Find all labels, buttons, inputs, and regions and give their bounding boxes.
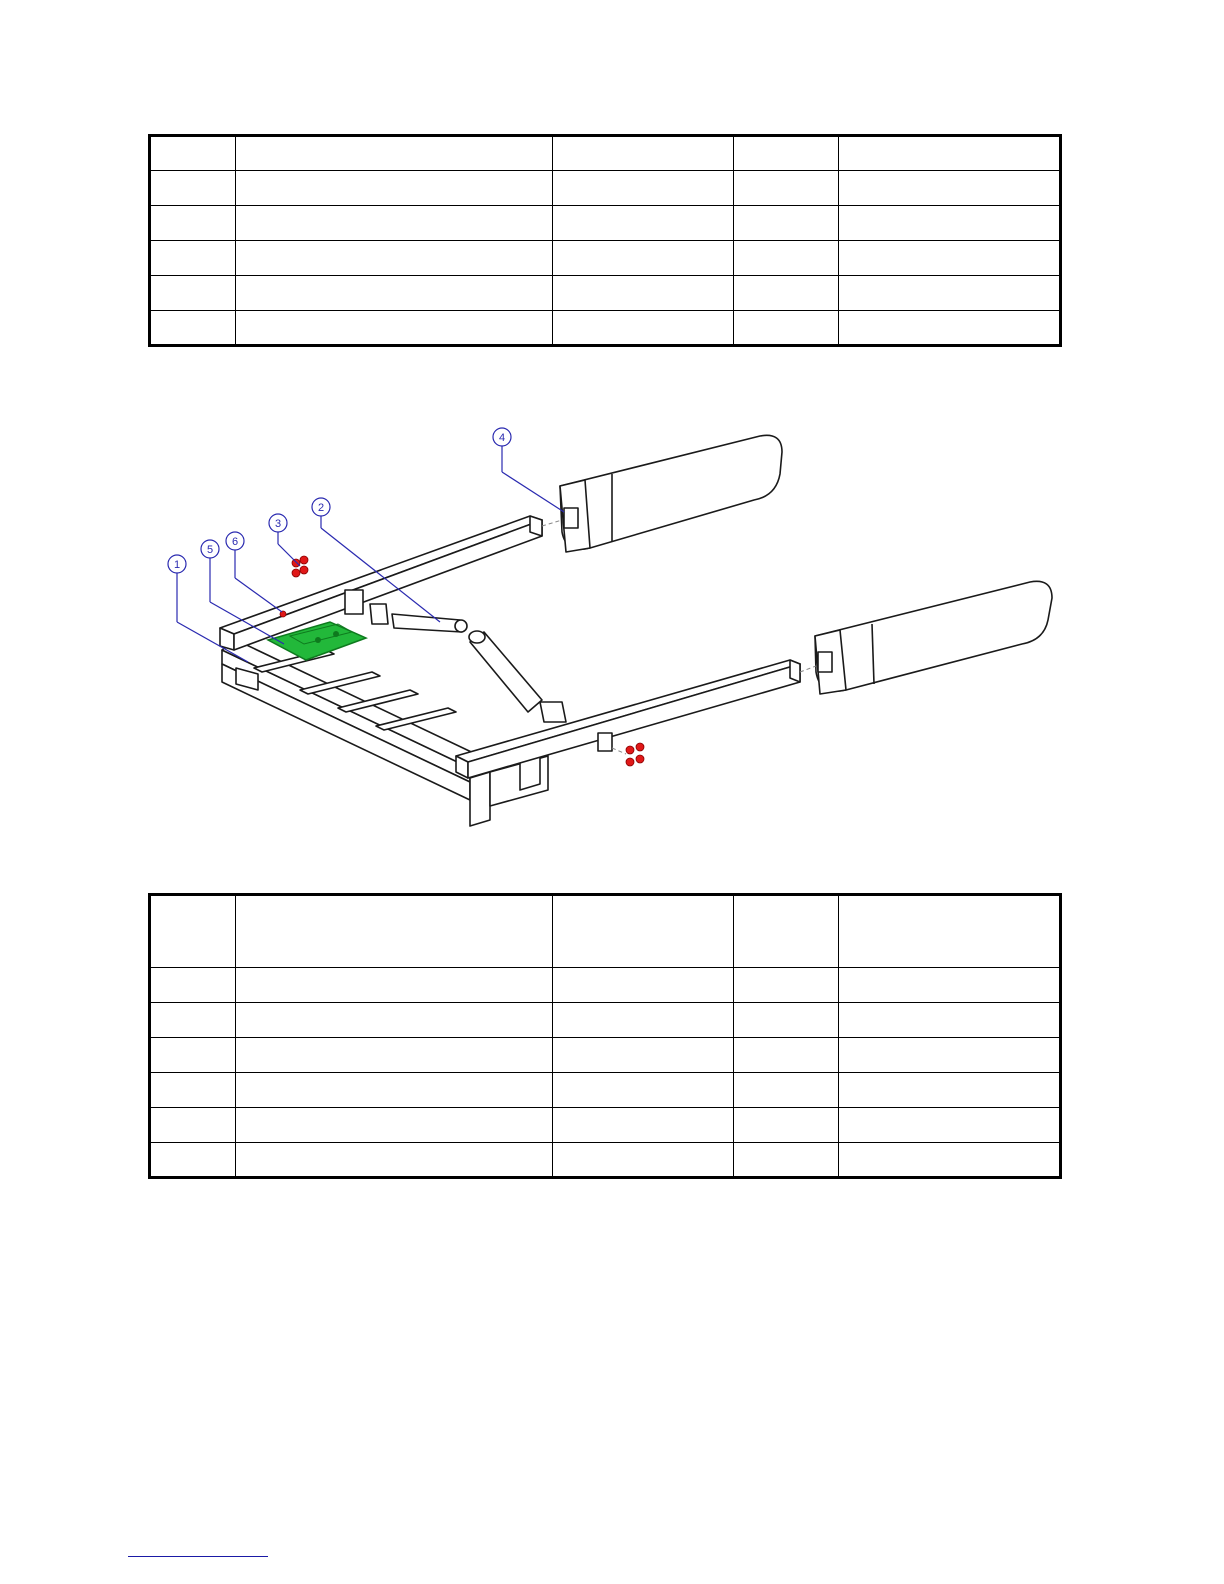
table-row: [150, 1108, 1061, 1143]
bracket: [598, 733, 612, 751]
callout-5-label: 5: [206, 544, 214, 556]
table-row: [150, 171, 1061, 206]
bracket: [345, 590, 363, 614]
callout-5: [201, 540, 219, 558]
footnote-divider: [128, 1556, 268, 1557]
callout-3: [269, 514, 287, 532]
table-row: [150, 1038, 1061, 1073]
callout-4-label: 4: [498, 432, 506, 444]
support-tube: [370, 604, 566, 722]
table-row: [150, 968, 1061, 1003]
table-row: [150, 1003, 1061, 1038]
table-header-row: [150, 895, 1061, 968]
arm-pad-top: [560, 435, 782, 552]
table-header-row: [150, 136, 1061, 171]
callout-2: [312, 498, 330, 516]
callout-1-label: 1: [173, 559, 181, 571]
table-row: [150, 1143, 1061, 1178]
table-row: [150, 311, 1061, 346]
callout-4: [493, 428, 511, 446]
callout-6-label: 6: [231, 536, 239, 548]
arm-pad-bottom: [815, 581, 1052, 694]
callout-6: [226, 532, 244, 550]
parts-table-top: [148, 134, 1062, 347]
left-handrail: [220, 516, 542, 650]
parts-table-bottom: [148, 893, 1062, 1179]
callout-2-label: 2: [317, 502, 325, 514]
table-row: [150, 241, 1061, 276]
table-row: [150, 276, 1061, 311]
table-row: [150, 1073, 1061, 1108]
table-row: [150, 206, 1061, 241]
callout-1: [168, 555, 186, 573]
callout-3-label: 3: [274, 518, 282, 530]
exploded-assembly-diagram: [150, 420, 1070, 840]
